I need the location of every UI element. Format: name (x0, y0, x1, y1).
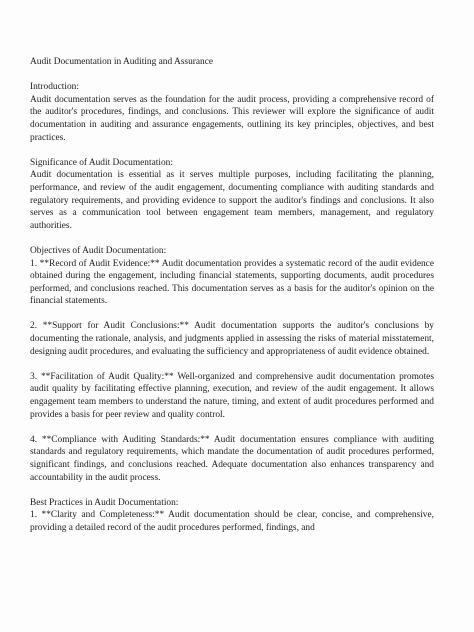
objectives-heading: Objectives of Audit Documentation: (30, 245, 167, 256)
objective-item: 3. **Facilitation of Audit Quality:** Well-organized and comprehensive audit documentation promotes audit quality by facilitating effective planning, execution, and review of the audit engagement. It allows engagement team members to understand the nature, timing, and extent of audit procedures performed and provides a basis for peer review and quality control. (30, 371, 434, 420)
objectives-section (30, 245, 434, 484)
document-title: Audit Documentation in Auditing and Assurance (30, 57, 214, 67)
best-practices-heading: Best Practices in Audit Documentation: (30, 497, 179, 508)
significance-heading: Significance of Audit Documentation: (30, 157, 173, 168)
best-practices-section (30, 497, 434, 535)
significance-section (30, 157, 434, 233)
significance-paragraph: Audit documentation is essential as it serves multiple purposes, including facilitating the planning, performance, and review of the audit engagement, documenting compliance with auditing standards and regulatory requirements, and providing evidence to support the auditor's findings and conclusions. It also serves as a communication tool between engagement team members, management, and regulatory authorities. (30, 170, 434, 231)
best-practice-item: 1. **Clarity and Completeness:** Audit documentation should be clear, concise, and comprehensive, providing a detailed record of the audit procedures performed, findings, and (30, 510, 434, 533)
introduction-paragraph: Audit documentation serves as the foundation for the audit process, providing a comprehensive record of the auditor's procedures, findings, and conclusions. This reviewer will explore the significance of audit documentation in auditing and assurance engagements, outlining its key principles, objectives, and best practices. (30, 94, 434, 143)
objective-item: 2. **Support for Audit Conclusions:** Audit documentation supports the auditor's conclusions by documenting the rationale, analysis, and judgments applied in assessing the risks of material misstatement, designing audit procedures, and evaluating the sufficiency and appropriateness of audit evidence obtained. (30, 321, 434, 357)
introduction-section (30, 81, 434, 144)
objective-item: 4. **Compliance with Auditing Standards:** Audit documentation ensures compliance with auditing standards and regulatory requirements, which mandate the documentation of audit procedures performed, significant findings, and conclusions reached. Adequate documentation also enhances transparency and accountability in the audit process. (30, 434, 434, 483)
introduction-heading: Introduction: (30, 82, 79, 93)
objective-item: 1. **Record of Audit Evidence:** Audit documentation provides a systematic record of the audit evidence obtained during the engagement, including financial statements, supporting documents, audit procedures performed, and conclusions reached. This documentation serves as a basis for the auditor's opinion on the financial statements. (30, 258, 434, 307)
